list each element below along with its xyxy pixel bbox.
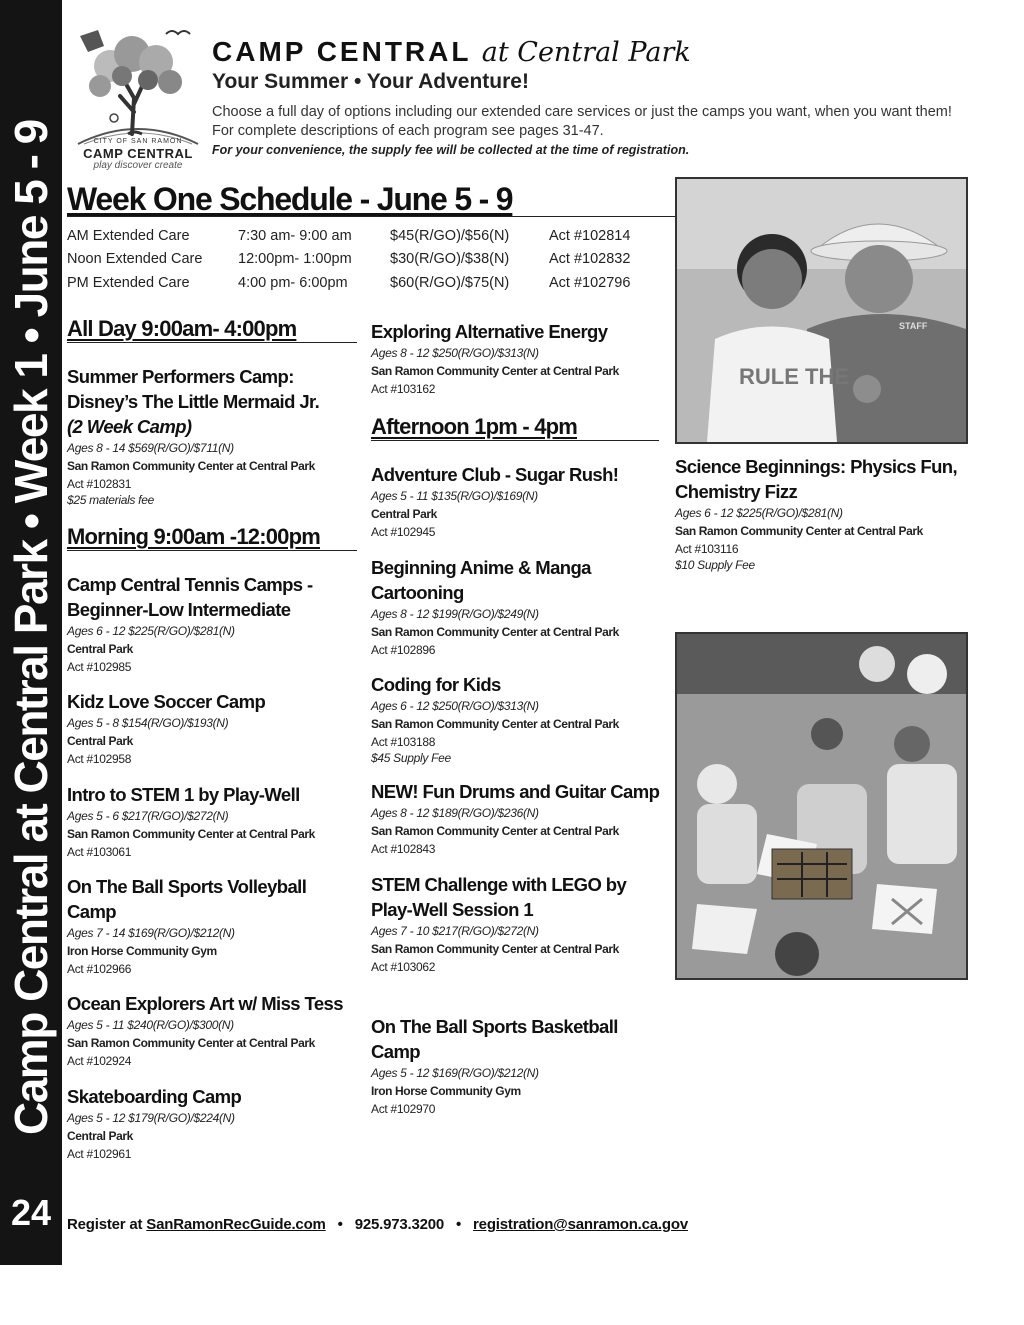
program-location: San Ramon Community Center at Central Park bbox=[371, 625, 619, 639]
program-location: Central Park bbox=[371, 507, 437, 521]
program-act-number: Act #103162 bbox=[371, 382, 436, 396]
program-drums bbox=[371, 779, 663, 858]
program-ages-price: Ages 8 - 12 $199(R/GO)/$249(N) bbox=[371, 607, 539, 621]
program-title: Camp Central Tennis Camps - Beginner-Low Intermediate bbox=[67, 574, 313, 620]
program-basketball bbox=[371, 1014, 641, 1118]
care-name: AM Extended Care bbox=[67, 228, 190, 244]
program-ages-price: Ages 8 - 12 $250(R/GO)/$313(N) bbox=[371, 346, 539, 360]
supply-fee-note: For your convenience, the supply fee will be collected at the time of registration. bbox=[212, 143, 690, 157]
program-ages-price: Ages 7 - 10 $217(R/GO)/$272(N) bbox=[371, 924, 539, 938]
program-act-number: Act #102961 bbox=[67, 1147, 132, 1161]
logo-tagline: play discover create bbox=[93, 160, 183, 171]
morning-heading: Morning 9:00am -12:00pm bbox=[67, 524, 357, 551]
program-location: San Ramon Community Center at Central Park bbox=[67, 827, 315, 841]
program-title: Ocean Explorers Art w/ Miss Tess bbox=[67, 993, 343, 1014]
program-ages-price: Ages 7 - 14 $169(R/GO)/$212(N) bbox=[67, 926, 235, 940]
care-price: $45(R/GO)/$56(N) bbox=[390, 228, 510, 244]
logo-camp-label: CAMP CENTRAL bbox=[83, 146, 193, 161]
footer-register-label: Register at bbox=[67, 1216, 143, 1233]
program-skateboarding bbox=[67, 1084, 359, 1163]
program-title: Summer Performers Camp: Disney’s The Little Mermaid Jr. (2 Week Camp) bbox=[67, 366, 320, 437]
program-location: Iron Horse Community Gym bbox=[67, 944, 217, 958]
care-price: $30(R/GO)/$38(N) bbox=[390, 251, 510, 267]
program-location: Iron Horse Community Gym bbox=[371, 1084, 521, 1098]
program-act-number: Act #102843 bbox=[371, 842, 436, 856]
photo-activity-illustration bbox=[677, 634, 966, 978]
program-act-number: Act #103188 bbox=[371, 735, 436, 749]
care-name: PM Extended Care bbox=[67, 275, 190, 291]
program-adventure-club bbox=[371, 462, 663, 541]
program-volleyball bbox=[67, 874, 337, 978]
care-price: $60(R/GO)/$75(N) bbox=[390, 275, 510, 291]
program-ages-price: Ages 6 - 12 $225(R/GO)/$281(N) bbox=[675, 506, 843, 520]
logo-city-label: CITY OF SAN RAMON bbox=[93, 138, 183, 145]
program-act-number: Act #103061 bbox=[67, 845, 132, 859]
program-location: Central Park bbox=[67, 734, 133, 748]
program-act-number: Act #102970 bbox=[371, 1102, 436, 1116]
program-act-number: Act #103062 bbox=[371, 960, 436, 974]
footer-separator: • bbox=[456, 1216, 462, 1233]
care-act: Act #102814 bbox=[549, 228, 631, 244]
program-title: Exploring Alternative Energy bbox=[371, 321, 608, 342]
footer-separator: • bbox=[337, 1216, 343, 1233]
program-title: Adventure Club - Sugar Rush! bbox=[371, 464, 619, 485]
program-ages-price: Ages 5 - 6 $217(R/GO)/$272(N) bbox=[67, 809, 229, 823]
program-ages-price: Ages 6 - 12 $225(R/GO)/$281(N) bbox=[67, 624, 235, 638]
program-ages-price: Ages 8 - 12 $189(R/GO)/$236(N) bbox=[371, 806, 539, 820]
sidebar-title: Camp Central at Central Park • Week 1 • June 5 - 9 bbox=[5, 120, 57, 1135]
page-number: 24 bbox=[10, 1192, 52, 1233]
program-act-number: Act #103116 bbox=[675, 542, 739, 556]
care-act: Act #102796 bbox=[549, 275, 631, 291]
program-location: San Ramon Community Center at Central Park bbox=[67, 459, 315, 473]
program-title: STEM Challenge with LEGO by Play-Well Session 1 bbox=[371, 874, 627, 920]
program-location: San Ramon Community Center at Central Park bbox=[371, 824, 619, 838]
program-act-number: Act #102945 bbox=[371, 525, 436, 539]
program-ages-price: Ages 8 - 14 $569(R/GO)/$711(N) bbox=[67, 441, 234, 455]
program-act-number: Act #102896 bbox=[371, 643, 436, 657]
program-location: Central Park bbox=[67, 642, 133, 656]
program-soccer bbox=[67, 689, 359, 768]
vertical-sidebar bbox=[0, 0, 62, 1265]
program-coding bbox=[371, 672, 663, 765]
care-act: Act #102832 bbox=[549, 251, 631, 267]
intro-description: Choose a full day of options including our extended care services or just the camps you want, when you want them! For complete descriptions of each program see pages 31-47. bbox=[212, 104, 952, 139]
program-title: On The Ball Sports Volleyball Camp bbox=[67, 876, 307, 922]
afternoon-heading: Afternoon 1pm - 4pm bbox=[371, 414, 659, 441]
program-lego bbox=[371, 872, 641, 976]
program-act-number: Act #102985 bbox=[67, 660, 132, 674]
photo-shirt-text: RULE THE bbox=[739, 364, 849, 389]
program-anime bbox=[371, 555, 621, 659]
footer-phone: 925.973.3200 bbox=[354, 1216, 445, 1233]
photo-kids-lego-activity bbox=[675, 632, 968, 980]
program-ages-price: Ages 5 - 11 $240(R/GO)/$300(N) bbox=[67, 1018, 234, 1032]
program-title: NEW! Fun Drums and Guitar Camp bbox=[371, 781, 660, 802]
all-day-heading: All Day 9:00am- 4:00pm bbox=[67, 316, 357, 343]
program-ages-price: Ages 5 - 12 $179(R/GO)/$224(N) bbox=[67, 1111, 235, 1125]
program-title: Skateboarding Camp bbox=[67, 1086, 242, 1107]
program-ages-price: Ages 5 - 8 $154(R/GO)/$193(N) bbox=[67, 716, 229, 730]
program-act-number: Act #102966 bbox=[67, 962, 132, 976]
program-ages-price: Ages 6 - 12 $250(R/GO)/$313(N) bbox=[371, 699, 539, 713]
photo-campers-smiling bbox=[675, 177, 968, 444]
program-location: San Ramon Community Center at Central Park bbox=[371, 717, 619, 731]
care-time: 4:00 pm- 6:00pm bbox=[238, 275, 348, 291]
program-act-number: Act #102924 bbox=[67, 1054, 132, 1068]
title-main: CAMP CENTRAL bbox=[212, 36, 471, 67]
program-alt-energy bbox=[371, 319, 663, 398]
program-location: Central Park bbox=[67, 1129, 133, 1143]
program-title-extra: (2 Week Camp) bbox=[67, 416, 192, 437]
care-name: Noon Extended Care bbox=[67, 251, 203, 267]
program-tennis bbox=[67, 572, 337, 676]
program-title: Coding for Kids bbox=[371, 674, 501, 695]
program-summer-performers bbox=[67, 364, 359, 507]
program-title: Beginning Anime & Manga Cartooning bbox=[371, 557, 591, 603]
program-act-number: Act #102831 bbox=[67, 477, 132, 491]
care-time: 7:30 am- 9:00 am bbox=[238, 228, 352, 244]
program-location: San Ramon Community Center at Central Park bbox=[675, 524, 923, 538]
week-heading-text: Week One Schedule - June 5 - 9 bbox=[67, 181, 513, 217]
program-title: Kidz Love Soccer Camp bbox=[67, 691, 266, 712]
page-subtitle: Your Summer • Your Adventure! bbox=[212, 70, 529, 93]
footer-contact bbox=[67, 1216, 688, 1233]
photo-staff-badge: STAFF bbox=[899, 321, 928, 331]
program-ages-price: Ages 5 - 11 $135(R/GO)/$169(N) bbox=[371, 489, 538, 503]
footer-email-link[interactable]: registration@sanramon.ca.gov bbox=[473, 1216, 688, 1233]
week-heading bbox=[67, 182, 675, 217]
program-title: On The Ball Sports Basketball Camp bbox=[371, 1016, 618, 1062]
footer-website-link[interactable]: SanRamonRecGuide.com bbox=[146, 1216, 326, 1233]
program-stem1 bbox=[67, 782, 359, 861]
program-location: San Ramon Community Center at Central Park bbox=[371, 942, 619, 956]
program-fee: $10 Supply Fee bbox=[675, 558, 755, 572]
program-act-number: Act #102958 bbox=[67, 752, 132, 766]
program-location: San Ramon Community Center at Central Park bbox=[371, 364, 619, 378]
program-ocean-art bbox=[67, 991, 359, 1070]
program-fee: $45 Supply Fee bbox=[371, 751, 451, 765]
page-title bbox=[212, 36, 691, 68]
care-time: 12:00pm- 1:00pm bbox=[238, 251, 352, 267]
program-ages-price: Ages 5 - 12 $169(R/GO)/$212(N) bbox=[371, 1066, 539, 1080]
program-location: San Ramon Community Center at Central Park bbox=[67, 1036, 315, 1050]
title-script: at Central Park bbox=[481, 37, 691, 68]
program-fee: $25 materials fee bbox=[67, 493, 154, 507]
program-title: Intro to STEM 1 by Play-Well bbox=[67, 784, 300, 805]
program-title: Science Beginnings: Physics Fun, Chemistry Fizz bbox=[675, 456, 958, 502]
program-science bbox=[675, 454, 975, 572]
photo-campers-illustration bbox=[677, 179, 966, 442]
